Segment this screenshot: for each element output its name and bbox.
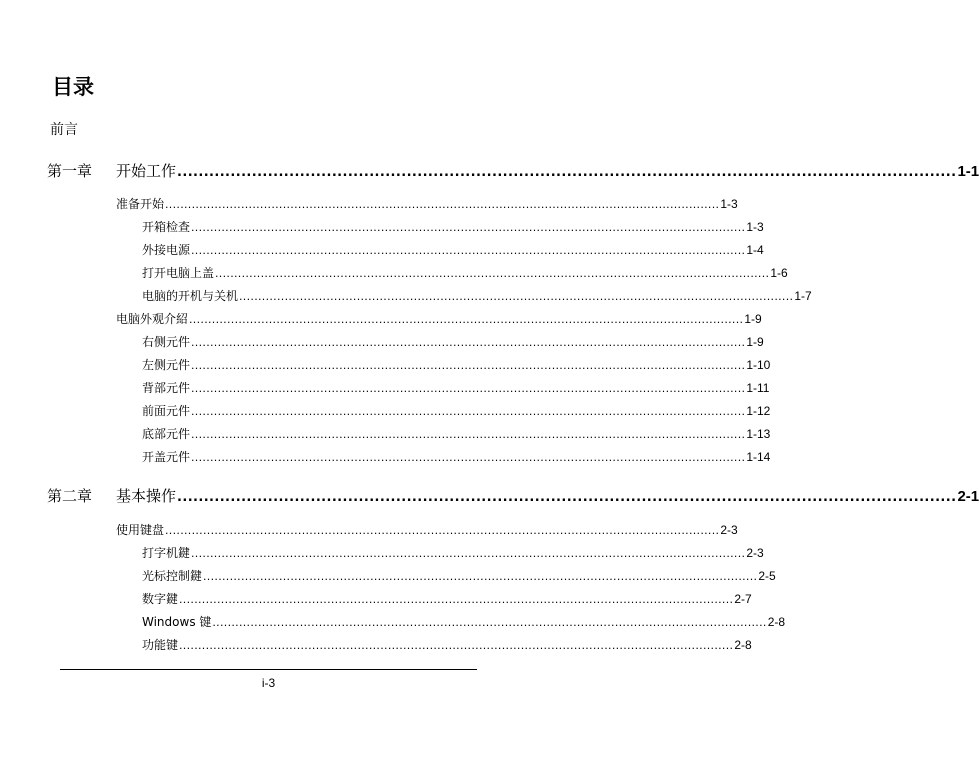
entry-label: Windows 键 [142, 615, 212, 629]
entry-label: 光标控制鍵 [142, 569, 203, 583]
entry-page: 2-3 [720, 523, 738, 537]
entry-label: 数字鍵 [142, 592, 179, 606]
dot-leader: .................................................................................................................................................. [191, 244, 746, 257]
dot-leader: .................................................................................................................................................. [191, 382, 746, 395]
dot-leader: .................................................................................................................................................. [189, 313, 744, 326]
dot-leader: .................................................................................................................................................. [191, 221, 746, 234]
entry-label: 底部元件 [142, 427, 191, 441]
toc-entry[interactable] [142, 242, 764, 259]
dot-leader: .................................................................................................................................................. [165, 524, 720, 537]
entry-page: 1-9 [744, 312, 762, 326]
dot-leader: .................................................................................................................................................. [191, 547, 746, 560]
dot-leader: .................................................................................................................................................. [179, 593, 734, 606]
toc-entry[interactable] [142, 380, 770, 397]
entry-page: 2-3 [746, 546, 764, 560]
toc-entry[interactable] [142, 334, 764, 351]
entry-label: 外接电源 [142, 243, 191, 257]
toc-entry[interactable] [142, 614, 786, 631]
entry-page: 2-7 [734, 592, 752, 606]
chapter-page: 1-1 [957, 163, 979, 180]
entry-page: 1-11 [746, 381, 770, 395]
toc-entry[interactable] [142, 568, 776, 585]
entry-label: 左侧元件 [142, 358, 191, 372]
toc-entry[interactable] [142, 357, 771, 374]
dot-leader: .................................................................................................................................................. [191, 451, 746, 464]
entry-page: 1-12 [746, 404, 771, 418]
entry-label: 电脑外观介紹 [116, 312, 189, 326]
chapter-title: 基本操作 [116, 487, 177, 505]
chapter-page: 2-1 [957, 488, 979, 505]
entry-label: 功能键 [142, 638, 179, 652]
entry-page: 1-10 [746, 358, 771, 372]
dot-leader: .................................................................................................................................................. [215, 267, 770, 280]
entry-label: 背部元件 [142, 381, 191, 395]
dot-leader: .................................................................................................................................................. [191, 428, 746, 441]
toc-entry[interactable] [142, 449, 771, 466]
dot-leader: .................................................................................................................................................. [239, 290, 794, 303]
preface-heading: 前言 [50, 122, 78, 138]
entry-label: 开盖元件 [142, 450, 191, 464]
entry-label: 准备开始 [116, 197, 165, 211]
page-number: i-3 [261, 676, 276, 690]
dot-leader: .................................................................................................................................................. [191, 336, 746, 349]
toc-entry[interactable] [142, 288, 812, 305]
entry-label: 使用键盘 [116, 523, 165, 537]
chapter-number: 第二章 [47, 487, 93, 505]
page-title: 目录 [52, 75, 94, 99]
chapter-number: 第一章 [47, 162, 93, 180]
entry-page: 1-9 [746, 335, 764, 349]
toc-entry[interactable] [116, 311, 762, 328]
toc-entry[interactable] [142, 426, 771, 443]
entry-label: 前面元件 [142, 404, 191, 418]
entry-label: 打字机鍵 [142, 546, 191, 560]
dot-leader: .................................................................................................................................................. [179, 639, 734, 652]
entry-label: 电脑的开机与关机 [142, 289, 239, 303]
dot-leader: .................................................................................................................................................. [203, 570, 758, 583]
dot-leader: .................................................................................................................................................. [191, 359, 746, 372]
chapter-1-entry[interactable] [47, 161, 979, 183]
entry-page: 1-4 [746, 243, 764, 257]
entry-page: 1-14 [746, 450, 771, 464]
entry-label: 打开电脑上盖 [142, 266, 215, 280]
entry-page: 1-6 [770, 266, 788, 280]
entry-page: 2-8 [734, 638, 752, 652]
dot-leader: .................................................................................................................................................. [177, 165, 957, 180]
chapter-2-entry[interactable] [47, 486, 979, 508]
toc-entry[interactable] [142, 265, 788, 282]
footer-divider [60, 669, 477, 670]
toc-entry[interactable] [116, 196, 738, 213]
toc-entry[interactable] [116, 522, 738, 539]
toc-entry[interactable] [142, 637, 752, 654]
entry-label: 开箱检查 [142, 220, 191, 234]
entry-page: 1-3 [746, 220, 764, 234]
entry-page: 1-7 [794, 289, 812, 303]
dot-leader: .................................................................................................................................................. [177, 490, 957, 505]
entry-page: 2-8 [767, 615, 786, 629]
toc-entry[interactable] [142, 403, 771, 420]
toc-entry[interactable] [142, 591, 752, 608]
entry-label: 右侧元件 [142, 335, 191, 349]
dot-leader: .................................................................................................................................................. [191, 405, 746, 418]
entry-page: 2-5 [758, 569, 776, 583]
entry-page: 1-13 [746, 427, 771, 441]
dot-leader: .................................................................................................................................................. [165, 198, 720, 211]
chapter-title: 开始工作 [116, 162, 177, 180]
dot-leader: .................................................................................................................................................. [212, 616, 767, 629]
toc-entry[interactable] [142, 219, 764, 236]
toc-entry[interactable] [142, 545, 764, 562]
entry-page: 1-3 [720, 197, 738, 211]
